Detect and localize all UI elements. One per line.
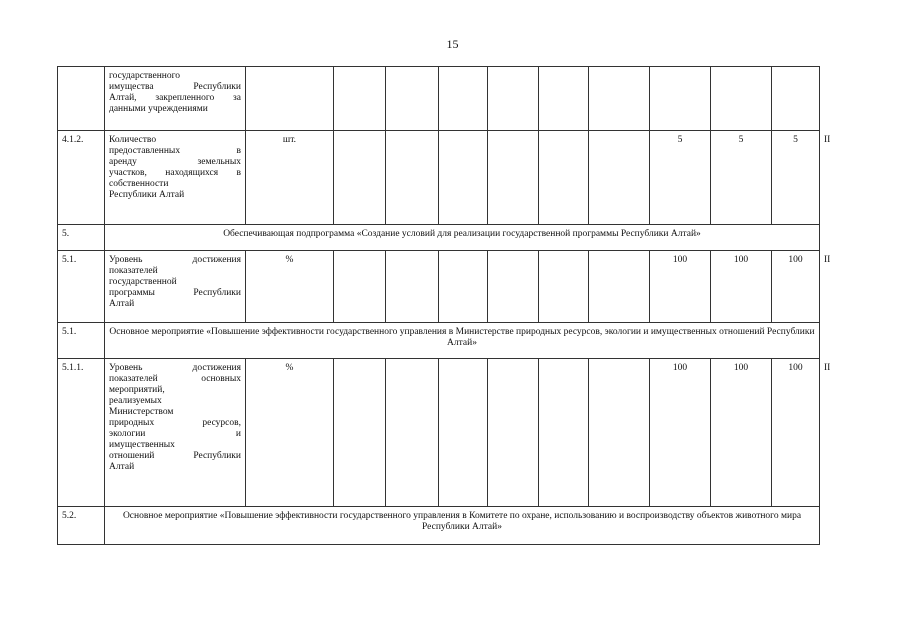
row-number-cell: 5.1. — [58, 323, 105, 359]
value-cell: 100 — [772, 359, 820, 507]
indicator-name-cell — [105, 131, 246, 225]
row-number-cell: 5.2. — [58, 507, 105, 545]
value-cell — [439, 359, 488, 507]
value-cell — [589, 359, 650, 507]
indicator-name-line: государственной — [109, 277, 177, 287]
indicator-name-line: показателей основных — [109, 374, 241, 384]
row-number-cell: 5.1.1. — [58, 359, 105, 507]
indicator-name-line: природных ресурсов, — [109, 418, 241, 428]
indicator-name-line: Республики Алтай — [109, 190, 185, 200]
value-cell: 5 — [711, 131, 772, 225]
unit-cell: % — [246, 251, 334, 323]
indicator-name-line: Уровень достижения — [109, 255, 241, 265]
row-number-cell: 4.1.2. — [58, 131, 105, 225]
indicator-name-line: Уровень достижения — [109, 363, 241, 373]
row-number-cell — [58, 67, 105, 131]
value-cell — [439, 67, 488, 131]
indicator-name-line: отношений Республики — [109, 451, 241, 461]
row-number-cell: 5.1. — [58, 251, 105, 323]
value-cell — [386, 131, 439, 225]
indicator-name-line: данными учреждениями — [109, 104, 208, 114]
indicator-name-line: предоставленных в — [109, 146, 241, 156]
value-cell — [386, 67, 439, 131]
indicator-name-line: экологии и — [109, 429, 241, 439]
value-cell — [539, 359, 589, 507]
indicator-name-line: Министерством — [109, 407, 174, 417]
value-cell — [334, 67, 386, 131]
indicator-name-line: мероприятий, — [109, 385, 165, 395]
value-cell: 5 — [772, 131, 820, 225]
section-row — [58, 507, 820, 545]
indicator-name-line: аренду земельных — [109, 157, 241, 167]
value-cell — [488, 359, 539, 507]
value-cell — [539, 131, 589, 225]
indicator-name-cell — [105, 251, 246, 323]
unit-cell — [246, 67, 334, 131]
indicators-table — [57, 66, 831, 545]
value-cell — [589, 67, 650, 131]
value-cell — [589, 251, 650, 323]
value-cell — [488, 131, 539, 225]
indicator-name-cell — [105, 359, 246, 507]
value-cell — [589, 131, 650, 225]
value-cell — [711, 67, 772, 131]
indicator-name-line: собственности — [109, 179, 169, 189]
unit-cell: шт. — [246, 131, 334, 225]
section-title-cell: Основное мероприятие «Повышение эффективности государственного управления в Министерстве природных ресурсов, экологии и имущественных отношений Республики Алтай» — [105, 323, 820, 359]
indicator-name-line: государственного — [109, 71, 181, 81]
value-cell — [539, 67, 589, 131]
value-cell — [386, 359, 439, 507]
indicator-name-line: Алтай — [109, 299, 135, 309]
table-body — [58, 67, 831, 545]
value-cell — [488, 251, 539, 323]
indicator-name-line: реализуемых — [109, 396, 162, 406]
value-cell — [334, 131, 386, 225]
value-cell: 100 — [711, 251, 772, 323]
value-cell — [334, 251, 386, 323]
indicator-name-line: Алтай, закрепленного за — [109, 93, 241, 103]
value-cell: 100 — [772, 251, 820, 323]
value-cell — [650, 67, 711, 131]
indicator-name-line: программы Республики — [109, 288, 241, 298]
value-cell — [772, 67, 820, 131]
table-row — [58, 67, 820, 131]
section-title-cell: Основное мероприятие «Повышение эффективности государственного управления в Комитете по охране, использованию и воспроизводству объектов животного мира Республики Алтай» — [105, 507, 820, 545]
unit-cell: % — [246, 359, 334, 507]
value-cell: 100 — [650, 251, 711, 323]
indicator-name-line: Алтай — [109, 462, 135, 472]
section-row — [58, 323, 820, 359]
value-cell — [386, 251, 439, 323]
value-cell: 5 — [650, 131, 711, 225]
value-cell — [334, 359, 386, 507]
indicator-name-line: Количество — [109, 135, 157, 145]
value-cell — [488, 67, 539, 131]
indicator-name-line: показателей — [109, 266, 158, 276]
value-cell — [539, 251, 589, 323]
indicator-name-cell — [105, 67, 246, 131]
indicator-name-line: участков, находящихся в — [109, 168, 241, 178]
indicator-name-line: имущества Республики — [109, 82, 241, 92]
section-row — [58, 225, 820, 251]
value-cell — [439, 131, 488, 225]
table-row: 4.1.2. Количество предоставленных в аренду земельных участков, находящихся в собственности Республики Алтай шт. 5 5 5 II — [58, 131, 820, 225]
value-cell: 100 — [650, 359, 711, 507]
row-number-cell: 5. — [58, 225, 105, 251]
value-cell — [439, 251, 488, 323]
table-row: 5.1. Уровень достижения показателей государственной программы Республики Алтай % 100 100 100 II — [58, 251, 820, 323]
indicator-name-line: имущественных — [109, 440, 175, 450]
section-title-cell: Обеспечивающая подпрограмма «Создание условий для реализации государственной программы Республики Алтай» — [105, 225, 820, 251]
page-number: 15 — [446, 37, 459, 51]
table-row: 5.1.1. Уровень достижения показателей основных мероприятий, реализуемых Министерством природных ресурсов, экологии и имущественных отношений Республики Алтай % 100 100 100 II — [58, 359, 820, 507]
value-cell: 100 — [711, 359, 772, 507]
